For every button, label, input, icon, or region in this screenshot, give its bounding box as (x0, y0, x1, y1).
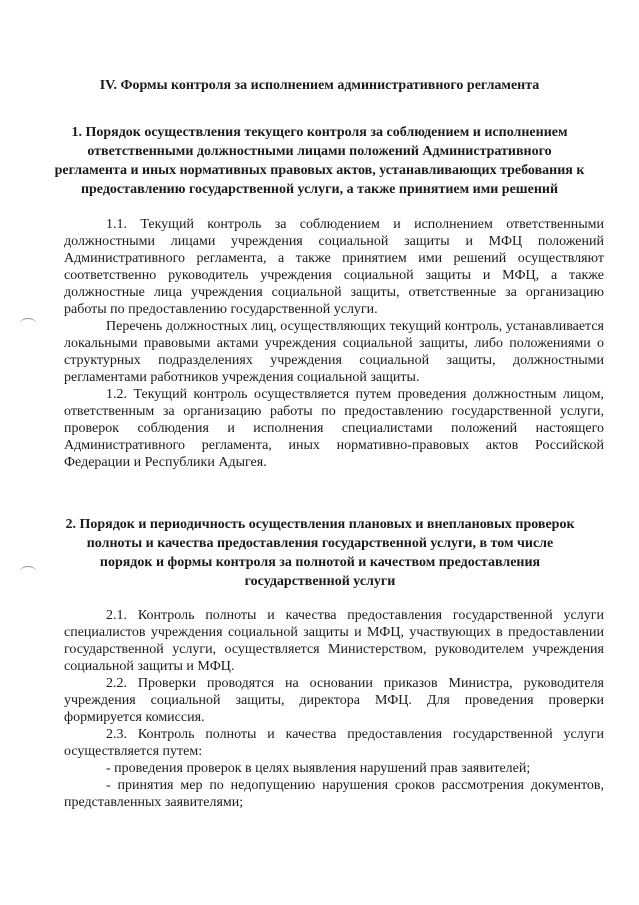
list-item: - принятия мер по недопущению нарушения сроков рассмотрения документов, представленных заявителями; (64, 778, 604, 810)
paragraph-1-2: 1.2. Текущий контроль осуществляется путем проведения должностным лицом, ответственным за организацию работы по предоставлению государственной услуги, проверок соблюдения и исполнения специалистами положений настоящего Административного регламента, иных нормативно-правовых актов Российской Федерации и Республики Адыгея. (64, 387, 604, 470)
paragraph-2-3: 2.3. Контроль полноты и качества предоставления государственной услуги осуществляется путем: (64, 727, 604, 759)
paragraph-1-1: 1.1. Текущий контроль за соблюдением и исполнением ответственными должностными лицами учреждения социальной защиты и МФЦ положений Административного регламента, а также принятием ими решений осуществляют соответственно руководитель учреждения социальной защиты и МФЦ, а также должностные лица учреждения социальной защиты, ответственные за организацию работы по предоставлению государственной услуги. (64, 217, 604, 317)
section-1-body (64, 216, 604, 471)
paragraph-2-2: 2.2. Проверки проводятся на основании приказов Министра, руководителя учреждения социальной защиты, директора МФЦ. Для проведения проверки формируется комиссия. (64, 676, 604, 725)
punch-hole-mark (20, 566, 36, 577)
list-item: - проведения проверок в целях выявления нарушений прав заявителей; (106, 761, 531, 776)
chapter-title: IV. Формы контроля за исполнением административного регламента (99, 78, 540, 93)
paragraph-officials-list: Перечень должностных лиц, осуществляющих текущий контроль, устанавливается локальными правовыми актами учреждения социальной защиты, либо положениями о структурных подразделениях учреждения социальной защиты, должностными регламентами работников учреждения социальной защиты. (64, 319, 604, 385)
section-2-heading: 2. Порядок и периодичность осуществления плановых и внеплановых проверок полноты и качества предоставления государственной услуги, в том числе порядок и формы контроля за полнотой и качеством предоставления государственной услуги (65, 517, 575, 589)
section-1-heading: 1. Порядок осуществления текущего контроля за соблюдением и исполнением ответственными должностными лицами положений Административного регламента и иных нормативных правовых актов, устанавливающих требования к предоставлению государственной услуги, а также принятием ими решений (54, 125, 585, 197)
section-2-body (64, 607, 604, 811)
punch-hole-mark (20, 318, 36, 329)
paragraph-2-1: 2.1. Контроль полноты и качества предоставления государственной услуги специалистов учреждения социальной защиты и МФЦ, участвующих в предоставлении государственной услуги, осуществляется Министерством, руководителем учреждения социальной защиты и МФЦ. (64, 608, 604, 674)
